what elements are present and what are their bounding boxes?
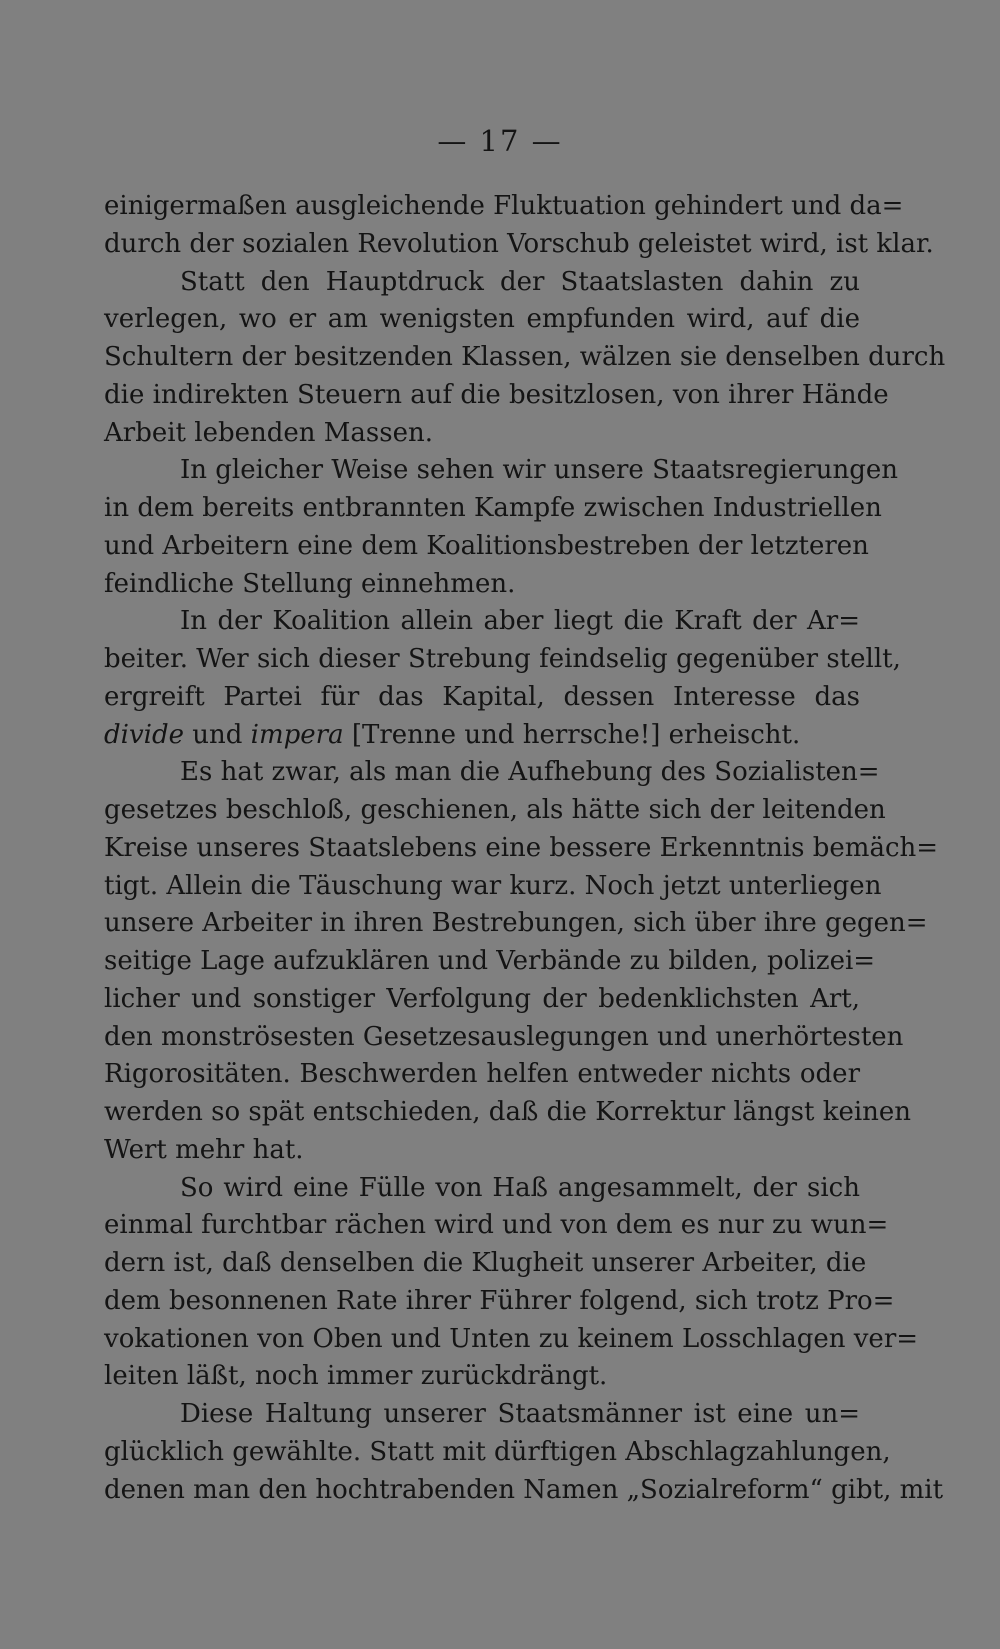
text-line: Kreise unseres Staatslebens eine bessere Erkenntnis bemäch=: [104, 832, 939, 863]
text-line: In der Koalition allein aber liegt die Kraft der Ar=: [180, 606, 860, 637]
text-line: So wird eine Fülle von Haß angesammelt, der sich: [180, 1172, 860, 1203]
body-text: [104, 188, 946, 1509]
text-line: Rigorositäten. Beschwerden helfen entweder nichts oder: [104, 1059, 860, 1090]
text-line: und Arbeitern eine dem Koalitionsbestreben der letzteren: [104, 530, 869, 561]
text-line: die indirekten Steuern auf die besitzlosen, von ihrer Hände: [104, 379, 889, 410]
text-line: denen man den hochtrabenden Namen „Sozialreform“ gibt, mit: [104, 1474, 944, 1505]
text-line: licher und sonstiger Verfolgung der bedenklichsten Art,: [104, 983, 860, 1014]
italic-word-impera: impera: [250, 719, 344, 750]
text-line: den monströsesten Gesetzesauslegungen und unerhörtesten: [104, 1021, 904, 1052]
text-line: Es hat zwar, als man die Aufhebung des Sozialisten=: [180, 757, 880, 788]
text-fragment: und: [184, 719, 251, 750]
text-line: einmal furchtbar rächen wird und von dem es nur zu wun=: [104, 1210, 889, 1241]
text-line: durch der sozialen Revolution Vorschub geleistet wird, ist klar.: [104, 228, 934, 259]
text-line: In gleicher Weise sehen wir unsere Staatsregierungen: [180, 455, 898, 486]
text-line: einigermaßen ausgleichende Fluktuation gehindert und da=: [104, 191, 904, 221]
text-line: verlegen, wo er am wenigsten empfunden wird, auf die: [104, 304, 860, 335]
text-line: dern ist, daß denselben die Klugheit unserer Arbeiter, die: [104, 1248, 867, 1278]
text-line: Wert mehr hat.: [104, 1134, 304, 1165]
text-line: ergreift Partei für das Kapital, dessen Interesse das: [104, 681, 860, 712]
text-line: leiten läßt, noch immer zurückdrängt.: [104, 1361, 608, 1392]
text-line: werden so spät entschieden, daß die Korrektur längst keinen: [104, 1097, 912, 1127]
text-line: in dem bereits entbrannten Kampfe zwischen Industriellen: [104, 493, 882, 523]
text-line: Schultern der besitzenden Klassen, wälzen sie denselben durch: [104, 342, 946, 372]
text-line-italic: [104, 717, 860, 755]
text-line: gesetzes beschloß, geschienen, als hätte sich der leitenden: [104, 795, 886, 825]
text-line: Arbeit lebenden Massen.: [104, 417, 433, 448]
text-line: seitige Lage aufzuklären und Verbände zu bilden, polizei=: [104, 946, 876, 976]
text-fragment: [Trenne und herrsche!] erheischt.: [343, 719, 801, 750]
text-line: tigt. Allein die Täuschung war kurz. Noch jetzt unterliegen: [104, 870, 882, 901]
text-line: Statt den Hauptdruck der Staatslasten dahin zu: [180, 266, 860, 297]
italic-word-divide: divide: [104, 719, 184, 750]
text-line: beiter. Wer sich dieser Strebung feindselig gegenüber stellt,: [104, 644, 901, 674]
text-line: unsere Arbeiter in ihren Bestrebungen, sich über ihre gegen=: [104, 908, 928, 939]
text-line: glücklich gewählte. Statt mit dürftigen Abschlagzahlungen,: [104, 1436, 891, 1467]
text-line: feindliche Stellung einnehmen.: [104, 568, 516, 599]
text-line: vokationen von Oben und Unten zu keinem Losschlagen ver=: [104, 1323, 919, 1354]
text-line: Diese Haltung unserer Staatsmänner ist eine un=: [180, 1399, 860, 1429]
page-number: — 17 —: [437, 124, 563, 158]
text-line: dem besonnenen Rate ihrer Führer folgend, sich trotz Pro=: [104, 1285, 895, 1316]
